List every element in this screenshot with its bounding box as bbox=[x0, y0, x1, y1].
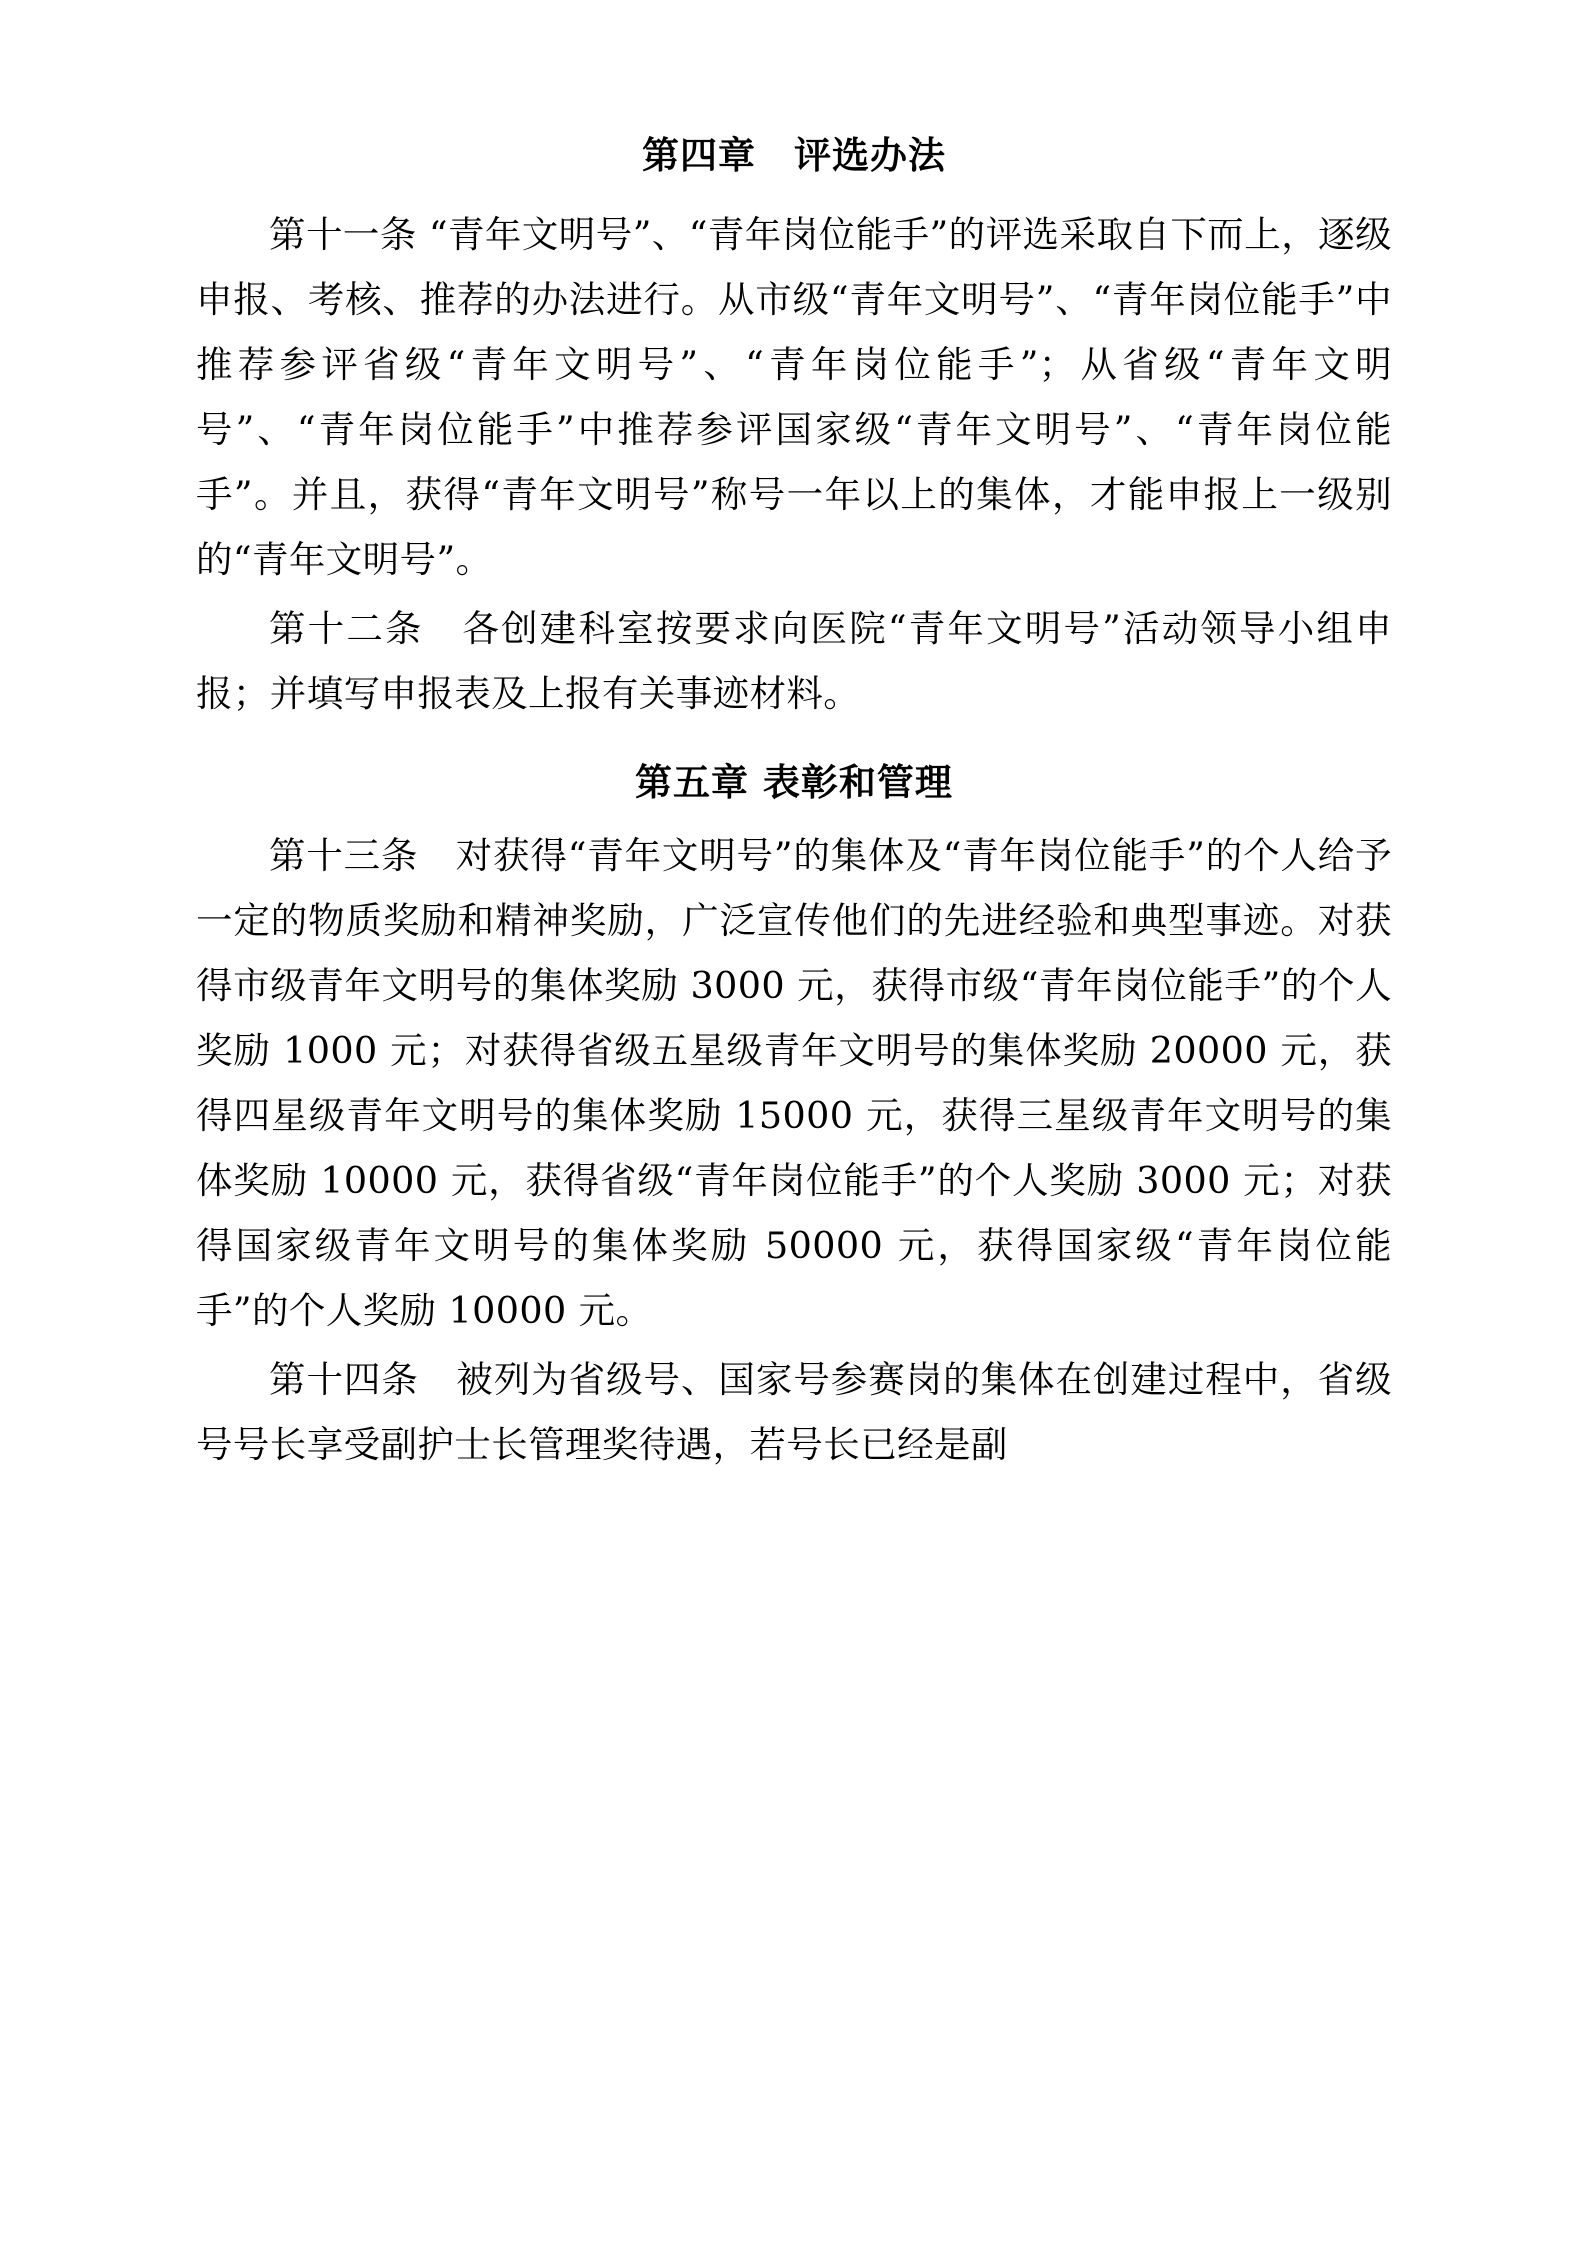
article-13-paragraph: 第十三条 对获得“青年文明号”的集体及“青年岗位能手”的个人给予一定的物质奖励和精神奖励，广泛宣传他们的先进经验和典型事迹。对获得市级青年文明号的集体奖励 3000 元，获得市级“青年岗位能手”的个人奖励 1000 元；对获得省级五星级青年文明号的集体奖励 20000 元，获得四星级青年文明号的集体奖励 15000 元，获得三星级青年文明号的集体奖励 10000 元，获得省级“青年岗位能手”的个人奖励 3000 元；对获得国家级青年文明号的集体奖励 50000 元，获得国家级“青年岗位能手”的个人奖励 10000 元。 bbox=[196, 834, 1392, 1332]
article-11-paragraph: 第十一条 “青年文明号”、“青年岗位能手”的评选采取自下而上，逐级申报、考核、推荐的办法进行。从市级“青年文明号”、“青年岗位能手”中推荐参评省级“青年文明号”、“青年岗位能手”；从省级“青年文明号”、“青年岗位能手”中推荐参评国家级“青年文明号”、“青年岗位能手”。并且，获得“青年文明号”称号一年以上的集体，才能申报上一级别的“青年文明号”。 bbox=[196, 213, 1392, 582]
chapter-5-heading: 第五章 表彰和管理 bbox=[635, 759, 953, 804]
article-12-paragraph: 第十二条 各创建科室按要求向医院“青年文明号”活动领导小组申报；并填写申报表及上报有关事迹材料。 bbox=[196, 607, 1392, 715]
chapter-4-heading: 第四章 评选办法 bbox=[642, 133, 946, 177]
document-body bbox=[196, 126, 1392, 1478]
section-spacer bbox=[196, 731, 1392, 737]
article-14-paragraph: 第十四条 被列为省级号、国家号参赛岗的集体在创建过程中，省级号号长享受副护士长管理奖待遇，若号长已经是副 bbox=[196, 1357, 1392, 1466]
